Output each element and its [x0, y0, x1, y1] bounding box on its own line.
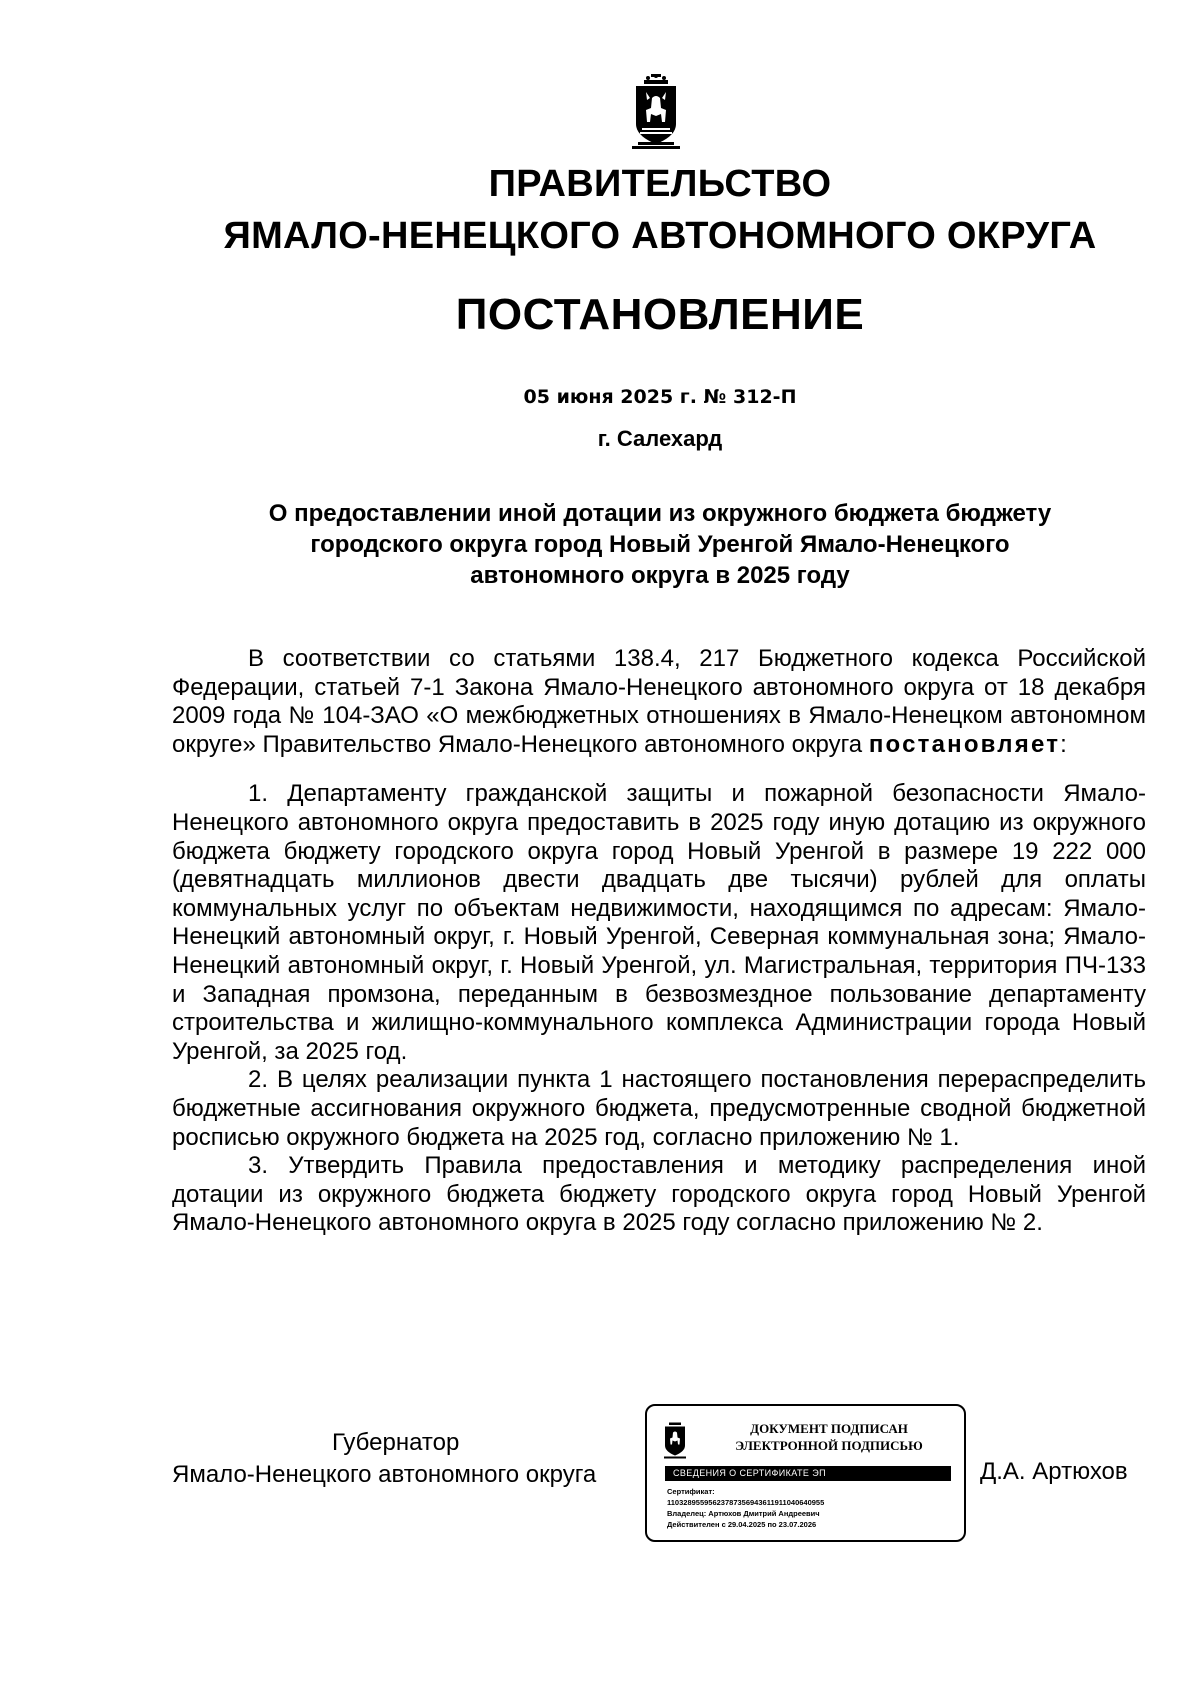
- paragraph-2: 2. В целях реализации пункта 1 настоящего постановления перераспределить бюджетные ассигнования окружного бюджета, предусмотренные сводной бюджетной росписью окружного бюджета на 2025 год, согласно приложению № 1.: [172, 1066, 1146, 1151]
- position-line1: Губернатор: [332, 1429, 460, 1456]
- preamble-text: В соответствии со статьями 138.4, 217 Бюджетного кодекса Российской Федерации, статьей 7-1 Закона Ямало-Ненецкого автономного округа от 18 декабря 2009 года № 104-ЗАО «О межбюджетных отношениях в Ямало-Ненецком автономном округе» Правительство Ямало-Ненецкого автономного округа: [172, 645, 1146, 758]
- document-subject: [180, 498, 1140, 591]
- paragraph-3: 3. Утвердить Правила предоставления и методику распределения иной дотации из окружного бюджета бюджету городского округа город Новый Уренгой Ямало-Ненецкого автономного округа в 2025 году согласно приложению № 2.: [172, 1152, 1146, 1237]
- stamp-certificate-info: [667, 1486, 957, 1530]
- city: г. Салехард: [597, 426, 723, 451]
- subject-line2: городского округа город Новый Уренгой Ямало-Ненецкого: [310, 531, 1010, 558]
- document-body: [172, 645, 1146, 1238]
- government-title: [120, 158, 1200, 262]
- gov-title-line2: ЯМАЛО-НЕНЕЦКОГО АВТОНОМНОГО ОКРУГА: [223, 215, 1097, 257]
- preamble-paragraph: [172, 645, 1146, 759]
- preamble-keyword: постановляет: [868, 730, 1061, 758]
- stamp-certificate-bar: СВЕДЕНИЯ О СЕРТИФИКАТЕ ЭП: [665, 1466, 951, 1481]
- position-line2: Ямало-Ненецкого автономного округа: [172, 1461, 597, 1488]
- preamble-end: :: [1060, 730, 1067, 758]
- subject-line3: автономного округа в 2025 году: [470, 562, 850, 589]
- stamp-owner: Владелец: Артюхов Дмитрий Андреевич: [667, 1509, 820, 1518]
- stamp-title: [711, 1420, 947, 1454]
- coat-of-arms-icon: [628, 72, 684, 154]
- signer-name: Д.А. Артюхов: [980, 1458, 1128, 1485]
- subject-line1: О предоставлении иной дотации из окружного бюджета бюджету: [268, 500, 1052, 527]
- gov-title-line1: ПРАВИТЕЛЬСТВО: [488, 163, 832, 205]
- stamp-valid: Действителен с 29.04.2025 по 23.07.2026: [667, 1520, 817, 1529]
- paragraph-1: 1. Департаменту гражданской защиты и пожарной безопасности Ямало-Ненецкого автономного округа предоставить в 2025 году иную дотацию из окружного бюджета бюджету городского округа город Новый Уренгой в размере 19 222 000 (девятнадцать миллионов двести двадцать две тысячи) рублей для оплаты коммунальных услуг по объектам недвижимости, находящимся по адресам: Ямало-Ненецкий автономный округ, г. Новый Уренгой, Северная коммунальная зона; Ямало-Ненецкий автономный округ, г. Новый Уренгой, ул. Магистральная, территория ПЧ-133 и Западная промзона, переданным в безвозмездное пользование департаменту строительства и жилищно-коммунального комплекса Администрации города Новый Уренгой, за 2025 год.: [172, 780, 1146, 1065]
- stamp-cert-number: 11032895595623787356943611911040640955: [667, 1498, 825, 1507]
- date-and-number: 05 июня 2025 г. № 312-П: [523, 386, 797, 408]
- stamp-coat-of-arms-icon: [661, 1418, 689, 1462]
- signatory-position: [172, 1427, 596, 1491]
- stamp-cert-label: Сертификат:: [667, 1487, 715, 1496]
- stamp-title-line2: ЭЛЕКТРОННОЙ ПОДПИСЬЮ: [735, 1438, 923, 1453]
- stamp-title-line1: ДОКУМЕНТ ПОДПИСАН: [750, 1421, 908, 1436]
- document-type: ПОСТАНОВЛЕНИЕ: [455, 290, 865, 339]
- electronic-signature-stamp: [645, 1404, 966, 1542]
